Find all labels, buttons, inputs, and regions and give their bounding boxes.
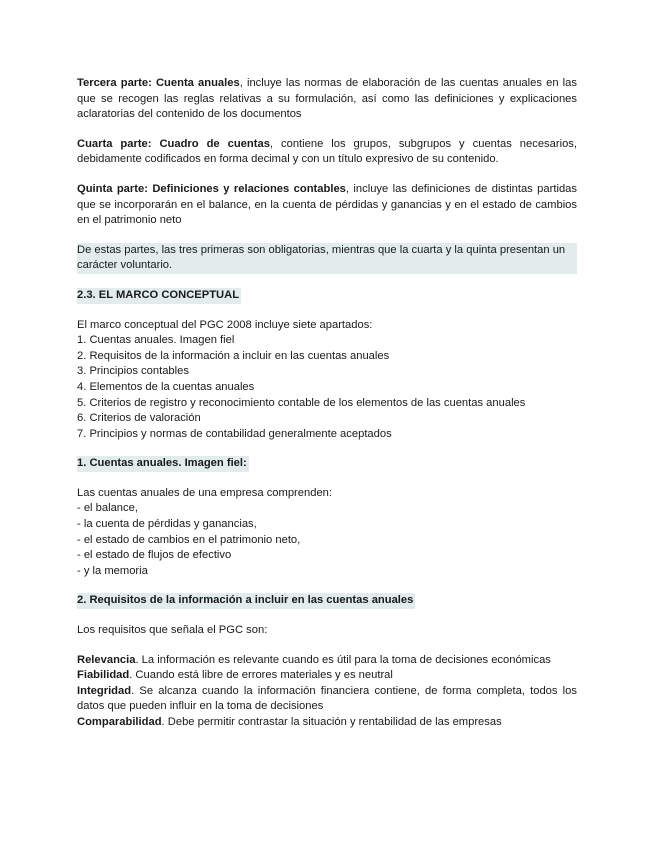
- paragraph-tercera-parte: [77, 76, 577, 123]
- section-heading-marco: [77, 288, 577, 304]
- list-item: 3. Principios contables: [77, 365, 189, 378]
- list-item: - la cuenta de pérdidas y ganancias,: [77, 518, 257, 531]
- paragraph-quinta-parte: [77, 182, 577, 229]
- cuentas-list: [77, 501, 577, 579]
- section-heading-marco-text: 2.3. EL MARCO CONCEPTUAL: [77, 288, 241, 304]
- section-heading-cuentas: [77, 456, 577, 472]
- summary-paragraph: De estas partes, las tres primeras son obligatorias, mientras que la cuarta y la quinta presentan un carácter voluntario.: [77, 243, 577, 274]
- requisitos-intro: Los requisitos que señala el PGC son:: [77, 624, 268, 637]
- marco-list: [77, 333, 577, 442]
- tercera-parte-text: , incluye las normas de elaboración de las cuentas anuales en las que se recogen las reglas relativas a su formulación, así como las definiciones y explicaciones aclaratorias del contenido de los documentos: [77, 77, 577, 121]
- list-item: - el balance,: [77, 502, 138, 515]
- list-item: - el estado de cambios en el patrimonio neto,: [77, 533, 301, 546]
- cuarta-parte-text: , contiene los grupos, subgrupos y cuentas necesarios, debidamente codificados en forma decimal y con un título expresivo de su contenido.: [77, 137, 577, 166]
- list-item: [77, 653, 577, 669]
- requisito-term: Comparabilidad: [77, 716, 162, 728]
- list-item: 2. Requisitos de la información a incluir en las cuentas anuales: [77, 349, 390, 362]
- cuarta-parte-lead: Cuarta parte: Cuadro de cuentas: [77, 137, 270, 150]
- list-item: - y la memoria: [77, 564, 148, 577]
- requisito-term: Relevancia: [77, 653, 136, 666]
- list-item: 4. Elementos de la cuentas anuales: [77, 380, 255, 393]
- cuentas-intro: Las cuentas anuales de una empresa comprenden:: [77, 486, 332, 499]
- list-item: 1. Cuentas anuales. Imagen fiel: [77, 334, 235, 347]
- list-item: 5. Criterios de registro y reconocimiento contable de los elementos de las cuentas anuales: [77, 396, 526, 409]
- paragraph-cuarta-parte: [77, 137, 577, 168]
- quinta-parte-lead: Quinta parte: Definiciones y relaciones contables: [77, 182, 346, 195]
- section-heading-requisitos-text: 2. Requisitos de la información a incluir en las cuentas anuales: [77, 593, 415, 609]
- section-heading-cuentas-text: 1. Cuentas anuales. Imagen fiel:: [77, 456, 249, 472]
- requisito-text: . Debe permitir contrastar la situación y rentabilidad de las empresas: [161, 716, 502, 728]
- quinta-parte-text: , incluye las definiciones de distintas partidas que se incorporarán en el balance, en la cuenta de pérdidas y ganancias y en el estado de cambios en el patrimonio neto: [77, 182, 577, 227]
- list-item: [77, 684, 577, 715]
- list-item: - el estado de flujos de efectivo: [77, 549, 232, 562]
- document-body: [77, 76, 577, 731]
- tercera-parte-lead: Tercera parte: Cuenta anuales: [77, 77, 240, 89]
- marco-intro: El marco conceptual del PGC 2008 incluye siete apartados:: [77, 318, 373, 331]
- requisito-text: . Cuando está libre de errores materiales y es neutral: [129, 669, 393, 682]
- list-item: 7. Principios y normas de contabilidad generalmente aceptados: [77, 427, 392, 440]
- requisito-term: Fiabilidad: [77, 669, 130, 682]
- requisito-text: . La información es relevante cuando es útil para la toma de decisiones económicas: [135, 653, 551, 666]
- list-item: [77, 668, 577, 684]
- section-heading-requisitos: [77, 593, 577, 609]
- requisitos-list: [77, 653, 577, 731]
- list-item: [77, 715, 577, 731]
- requisito-text: . Se alcanza cuando la información financiera contiene, de forma completa, todos los datos que pueden influir en la toma de decisiones: [77, 684, 577, 713]
- list-item: 6. Criterios de valoración: [77, 412, 201, 425]
- requisito-term: Integridad: [77, 684, 132, 697]
